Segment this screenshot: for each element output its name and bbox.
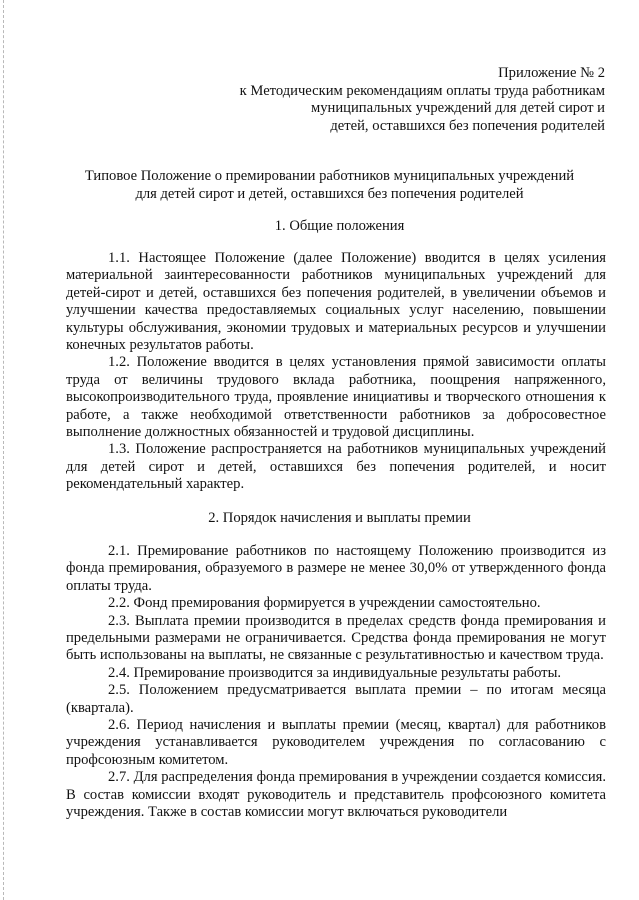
attachment-reference-line: к Методическим рекомендациям оплаты труда работникам	[239, 82, 605, 99]
section-heading-bonus-procedure: 2. Порядок начисления и выплаты премии	[208, 510, 471, 526]
paragraph-2-7: 2.7. Для распределения фонда премирования в учреждении создается комиссия. В состав комиссии входят руководитель и представитель профсоюзного комитета учреждения. Также в состав комиссии могут включаться руководители	[66, 769, 606, 821]
section-heading-general: 1. Общие положения	[274, 218, 405, 234]
paragraph-2-3: 2.3. Выплата премии производится в пределах средств фонда премирования и предельными размерами не ограничивается. Средства фонда премирования не могут быть использованы на выплаты, не связанные с результативностью и качеством труда.	[66, 612, 606, 664]
attachment-number: Приложение № 2	[498, 65, 605, 81]
paragraph-2-6: 2.6. Период начисления и выплаты премии (месяц, квартал) для работников учреждения устанавливается руководителем учреждения по согласованию с профсоюзным комитетом.	[66, 717, 606, 768]
attachment-reference-line: муниципальных учреждений для детей сирот и	[311, 100, 605, 116]
paragraph-1-2: 1.2. Положение вводится в целях установления прямой зависимости оплаты труда от величины трудового вклада работника, поощрения напряженного, высокопроизводительного труда, проявление инициативы и творческого отношения к работе, а также необходимой ответственности работников за добросовестное выполнение должностных обязанностей и трудовой дисциплины.	[66, 354, 606, 441]
section-body-bonus-procedure	[66, 543, 606, 822]
attachment-reference-line: детей, оставшихся без попечения родителей	[330, 117, 605, 134]
paragraph-2-2: 2.2. Фонд премирования формируется в учреждении самостоятельно.	[108, 595, 541, 612]
section-body-general	[66, 250, 606, 494]
document-title	[40, 168, 619, 203]
paragraph-2-4: 2.4. Премирование производится за индивидуальные результаты работы.	[108, 664, 562, 681]
document-title-line: для детей сирот и детей, оставшихся без попечения родителей	[135, 185, 524, 202]
paragraph-1-1: 1.1. Настоящее Положение (далее Положение) вводится в целях усиления материальной заинтересованности работников муниципальных учреждений для детей-сирот и детей, оставшихся без попечения родителей, в увеличении объемов и улучшении качества предоставляемых социальных услуг населению, повышении культуры обслуживания, экономии трудовых и материальных ресурсов и улучшении конечных результатов работы.	[66, 250, 606, 354]
attachment-header	[185, 65, 605, 135]
paragraph-2-1: 2.1. Премирование работников по настоящему Положению производится из фонда премирования, образуемого в размере не менее 30,0% от утвержденного фонда оплаты труда.	[66, 543, 606, 594]
scan-binding-edge	[3, 0, 4, 900]
paragraph-2-5: 2.5. Положением предусматривается выплата премии – по итогам месяца (квартала).	[66, 682, 606, 716]
document-title-line: Типовое Положение о премировании работников муниципальных учреждений	[84, 168, 575, 184]
paragraph-1-3: 1.3. Положение распространяется на работников муниципальных учреждений для детей сирот и детей, оставшихся без попечения родителей, и носит рекомендательный характер.	[66, 441, 606, 493]
